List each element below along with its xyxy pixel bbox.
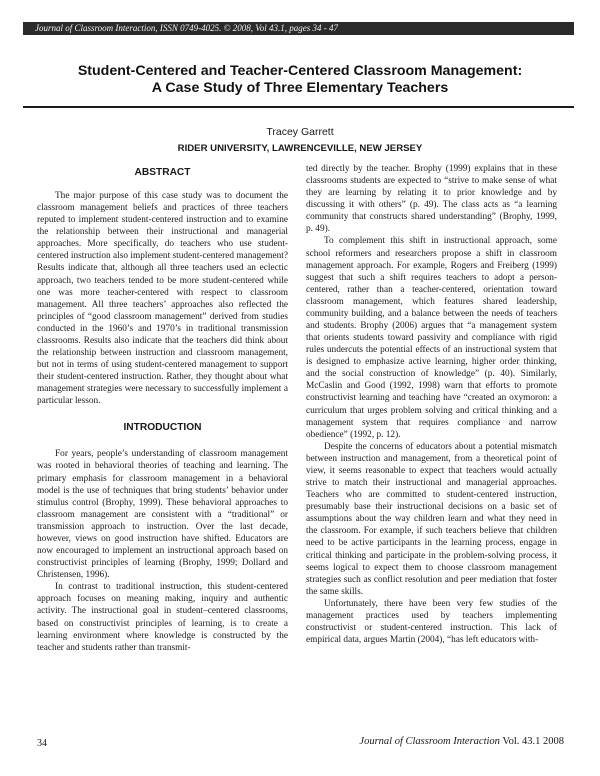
intro-paragraph-5: Unfortunately, there have been very few studies of the management practices used by teachers implementing constructivist or student-centered instruction. This lack of empirical data, argues Martin (2004), “has left educators with- bbox=[306, 598, 557, 646]
left-column bbox=[37, 167, 288, 654]
intro-paragraph-4: Despite the concerns of educators about a potential mismatch between instruction and management, from a theoretical point of view, it seems reasonable to expect that teachers would actually strive to match their instructional and managerial approaches. Teachers who are committed to student-centered instruction, presumably base their instructional decisions on a basic set of assumptions about the way children learn and what they need in the classroom. For example, if such teachers believe that children need to be active participants in the learning process, engage in critical thinking and participate in the problem-solving process, it seems logical to expect them to choose classroom management strategies such as conflict resolution and peer mediation that foster the same skills. bbox=[306, 441, 557, 597]
intro-paragraph-1: For years, people’s understanding of classroom management was rooted in behavioral theories of teaching and learning. The primary emphasis for classroom management in a behavioral model is the use of techniques that bring students’ behavior under stimulus control (Brophy, 1999). These behavioral approaches to classroom management are consistent with a “traditional” or transmission approach to instruction. Over the last decade, however, views on good instruction have shifted. Educators are now encouraged to implement an instructional approach based on constructivist principles of learning (Brophy, 1999; Dollard and Christensen, 1996). bbox=[37, 449, 288, 581]
article-title-line-2: A Case Study of Three Elementary Teachers bbox=[151, 80, 449, 96]
introduction-heading: INTRODUCTION bbox=[123, 422, 202, 434]
page-number: 34 bbox=[37, 738, 47, 749]
title-divider bbox=[23, 106, 574, 108]
intro-paragraph-2-continued: ted directly by the teacher. Brophy (1999) explains that in these classrooms students are expected to “strive to make sense of what they are learning by relating it to prior knowledge and by discussing it with others” (p. 49). The class acts as “a learning community that constructs shared understanding” (Brophy, 1999, p. 49). bbox=[306, 164, 557, 235]
journal-citation: Journal of Classroom Interaction, ISSN 0749-4025. © 2008, Vol 43.1, pages 34 - 47 bbox=[35, 23, 338, 33]
right-column bbox=[306, 163, 557, 646]
author-affiliation: RIDER UNIVERSITY, LAWRENCEVILLE, NEW JERSEY bbox=[177, 143, 423, 154]
footer-journal-name: Journal of Classroom Interaction bbox=[359, 736, 500, 747]
intro-paragraph-2-start: In contrast to traditional instruction, this student-centered approach focuses on meaning making, inquiry and authentic activity. The instructional goal in student–centered classrooms, based on constructivist principles of learning, is to create a learning environment where knowledge is constructed by the teacher and students rather than transmit- bbox=[37, 582, 288, 653]
abstract-text: The major purpose of this case study was to document the classroom management beliefs and practices of three teachers reputed to implement student-centered instruction and to examine the relationship between their instructional and managerial approaches. More specifically, do teachers who use student-centered instruction also implement student-centered management? Results indicate that, although all three teachers used an eclectic approach, two teachers tended to be more student-centered while one was more teacher-centered with respect to classroom management. All three teachers’ approaches also reflected the principles of “good classroom management” derived from studies conducted in the 1960’s and 1970’s in traditional transmission classrooms. Results also indicate that the teachers did think about the relationship between instruction and classroom management, but not in terms of using student-centered management to support their student-centered instruction. Rather, they thought about what management strategies were necessary to successfully implement a particular lesson. bbox=[37, 191, 288, 407]
abstract-heading: ABSTRACT bbox=[134, 167, 191, 178]
journal-citation-bar bbox=[23, 22, 574, 35]
footer-journal bbox=[359, 736, 564, 748]
footer-volume: Vol. 43.1 2008 bbox=[502, 736, 564, 747]
author-name: Tracey Garrett bbox=[266, 126, 334, 138]
article-title bbox=[30, 63, 570, 97]
article-title-line-1: Student-Centered and Teacher-Centered Classroom Management: bbox=[77, 63, 523, 79]
intro-paragraph-3: To complement this shift in instructional approach, some school reformers and researchers propose a shift in classroom management approach. For example, Rogers and Freiberg (1999) suggest that such a shift requires teachers to adopt a person-centered, rather than a teacher-centered, orientation toward classroom management, which features shared leadership, community building, and a balance between the needs of teachers and students. Brophy (2006) argues that “a management system that orients students toward passivity and compliance with rigid rules undercuts the potential effects of an instructional system that is designed to emphasize active learning, higher order thinking, and the social construction of knowledge” (p. 40). Similarly, McCaslin and Good (1992, 1998) warn that efforts to promote constructivist learning and teaching have “created an oxymoron: a curriculum that urges problem solving and critical thinking and a management system that requires compliance and narrow obedience” (1992, p. 12). bbox=[306, 236, 557, 440]
